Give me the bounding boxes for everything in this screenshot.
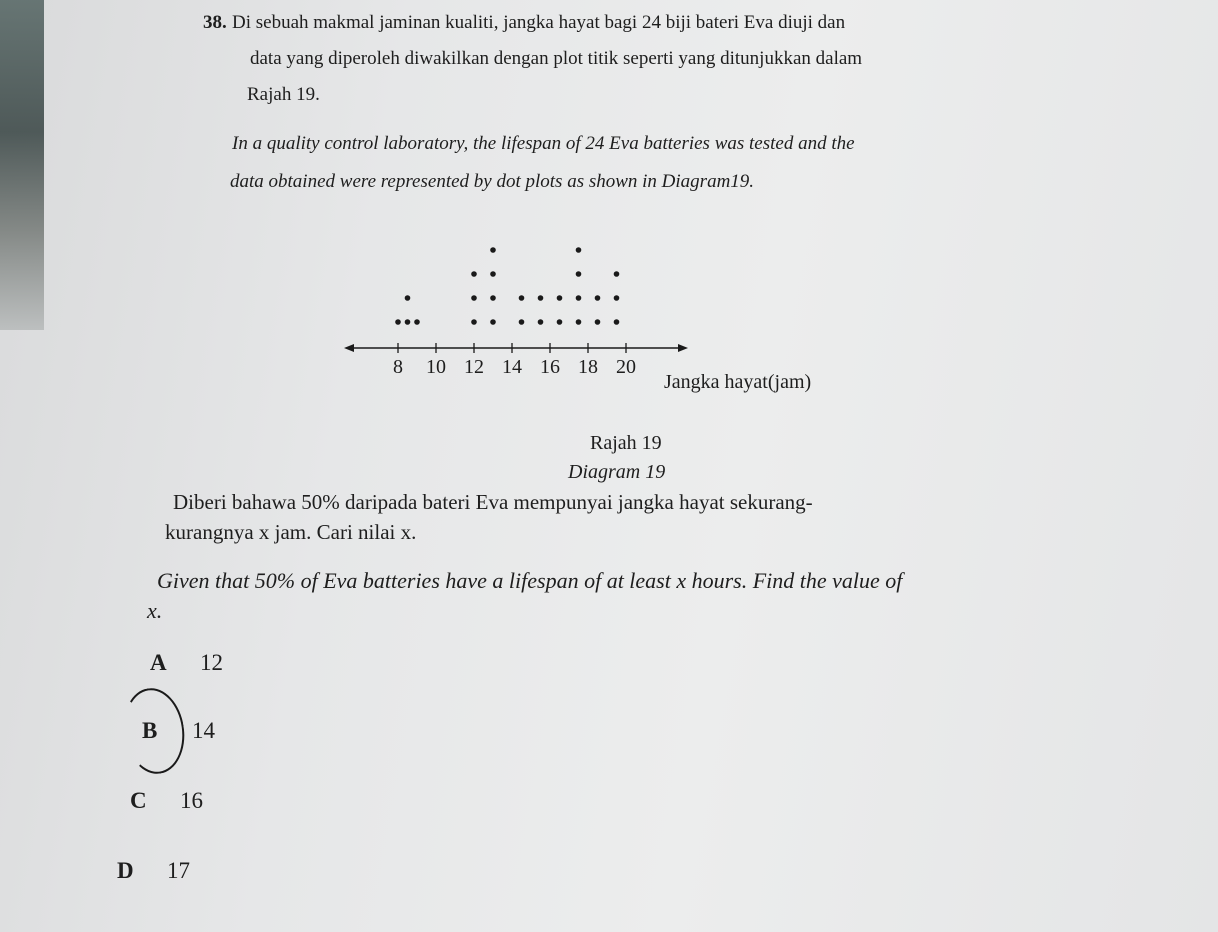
- diagram-caption-malay: Rajah 19: [590, 432, 662, 454]
- data-dot: [557, 295, 563, 301]
- data-dot: [538, 295, 544, 301]
- data-dot: [538, 319, 544, 325]
- data-dot: [490, 319, 496, 325]
- x-axis-arrow-left: [344, 344, 354, 352]
- ask-english-line-2: x.: [147, 598, 163, 623]
- question-number: 38.: [203, 12, 227, 33]
- ask-english-line-1: Given that 50% of Eva batteries have a lifespan of at least x hours. Find the value of: [157, 568, 903, 593]
- data-dot: [471, 295, 477, 301]
- diagram-caption-english: Diagram 19: [568, 461, 666, 483]
- option-a[interactable]: [150, 650, 223, 676]
- option-value: 12: [200, 650, 223, 675]
- option-letter: C: [130, 788, 147, 813]
- data-dot: [490, 271, 496, 277]
- data-dot: [614, 319, 620, 325]
- x-tick-label: 8: [393, 356, 403, 378]
- x-axis-label: Jangka hayat(jam): [664, 371, 812, 393]
- x-tick-label: 20: [616, 356, 636, 378]
- x-tick-label: 18: [578, 356, 598, 378]
- question-malay-line-3: Rajah 19.: [247, 84, 320, 105]
- option-c[interactable]: [130, 788, 203, 814]
- data-dot: [414, 319, 420, 325]
- data-dot: [614, 295, 620, 301]
- question-malay-line-1: Di sebuah makmal jaminan kualiti, jangka hayat bagi 24 biji bateri Eva diuji dan: [232, 12, 846, 33]
- option-b[interactable]: [142, 718, 215, 744]
- x-tick-label: 10: [426, 356, 446, 378]
- data-dot: [405, 295, 411, 301]
- ask-malay-line-1: Diberi bahawa 50% daripada bateri Eva mempunyai jangka hayat sekurang-: [173, 490, 813, 514]
- data-dot: [395, 319, 401, 325]
- data-dot: [490, 295, 496, 301]
- data-dot: [576, 247, 582, 253]
- option-letter: D: [117, 858, 134, 883]
- option-value: 17: [167, 858, 190, 883]
- x-tick-label: 12: [464, 356, 484, 378]
- option-value: 16: [180, 788, 203, 813]
- question-malay-line-2: data yang diperoleh diwakilkan dengan plot titik seperti yang ditunjukkan dalam: [250, 48, 863, 69]
- data-dot: [471, 319, 477, 325]
- x-axis-arrow-right: [678, 344, 688, 352]
- data-dot: [490, 247, 496, 253]
- data-dot: [595, 295, 601, 301]
- data-dot: [471, 271, 477, 277]
- option-letter: A: [150, 650, 167, 675]
- data-dot: [576, 295, 582, 301]
- photo-edge-shadow: [0, 0, 44, 330]
- data-dot: [595, 319, 601, 325]
- data-dot: [576, 319, 582, 325]
- data-dot: [519, 295, 525, 301]
- data-dot: [576, 271, 582, 277]
- option-letter: B: [142, 718, 158, 743]
- data-dot: [519, 319, 525, 325]
- x-tick-label: 14: [502, 356, 522, 378]
- dot-plot: [340, 220, 700, 380]
- data-dot: [557, 319, 563, 325]
- option-value: 14: [192, 718, 215, 743]
- data-dot: [614, 271, 620, 277]
- data-dot: [405, 319, 411, 325]
- ask-malay-line-2: kurangnya x jam. Cari nilai x.: [165, 520, 417, 544]
- x-tick-label: 16: [540, 356, 560, 378]
- question-english-line-1: In a quality control laboratory, the lifespan of 24 Eva batteries was tested and the: [232, 133, 855, 154]
- question-english-line-2: data obtained were represented by dot plots as shown in Diagram19.: [230, 171, 755, 192]
- option-d[interactable]: [117, 858, 190, 884]
